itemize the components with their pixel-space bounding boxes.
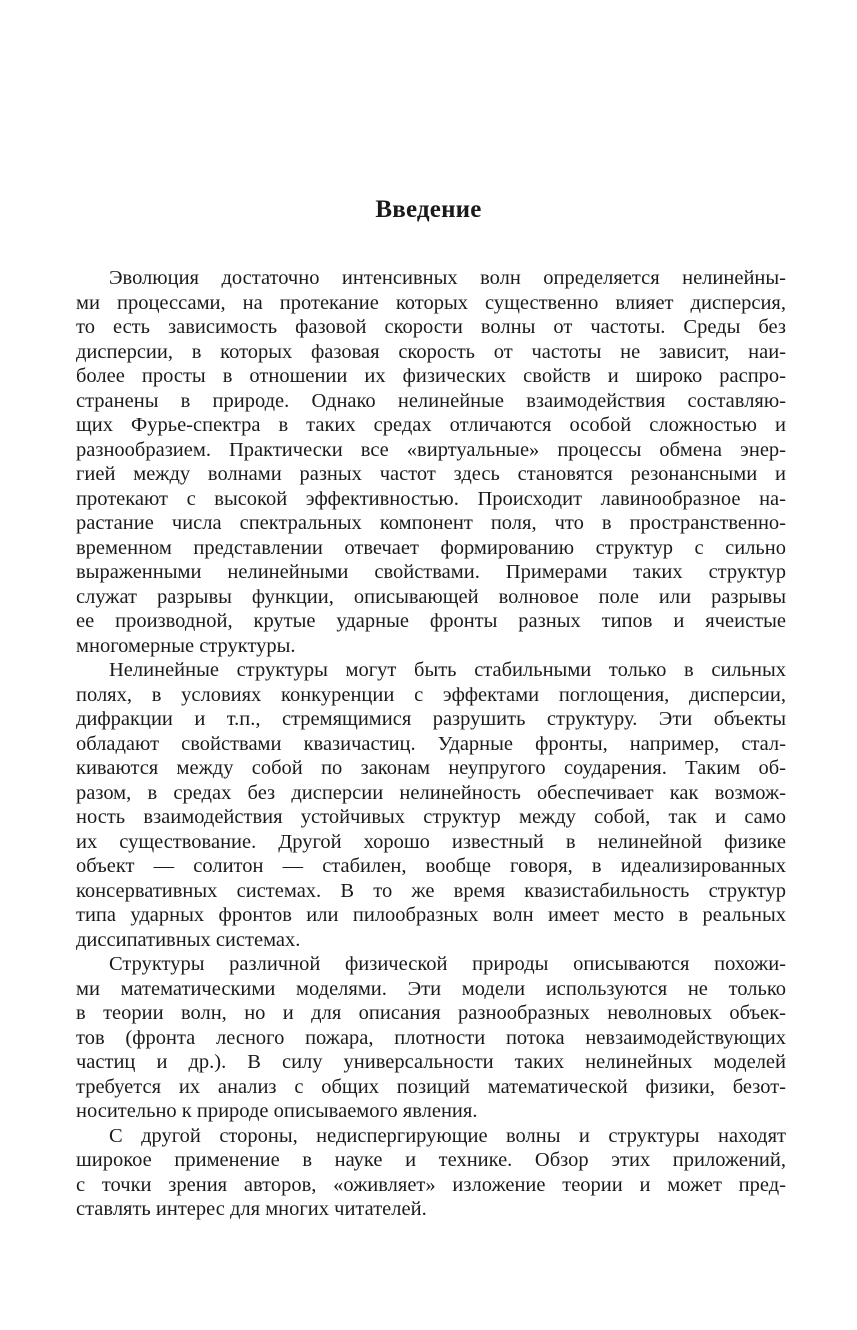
text-line: объект — солитон — стабилен, вообще говоря, в идеализированных (76, 855, 786, 877)
text-line: типа ударных фронтов или пилообразных волн имеет место в реальных (76, 904, 786, 926)
text-line: дисперсии, в которых фазовая скорость от частоты не зависит, наи- (76, 340, 786, 363)
text-line: частиц и др.). В силу универсальности таких нелинейных моделей (76, 1051, 786, 1073)
text-line: разнообразием. Практически все «виртуальные» процессы обмена энер- (76, 438, 786, 461)
text-line: ми математическими моделями. Эти модели используются не только (76, 977, 786, 1000)
text-line: широкое применение в науке и технике. Обзор этих приложений, (76, 1149, 786, 1171)
body-text (76, 266, 786, 1222)
text-line: служат разрывы функции, описывающей волновое поле или разрывы (76, 585, 786, 608)
text-line: их существование. Другой хорошо известный в нелинейной физике (76, 830, 786, 853)
paragraph (76, 952, 786, 1124)
text-line: с точки зрения авторов, «оживляет» изложение теории и может пред- (76, 1173, 786, 1196)
text-line: С другой стороны, недиспергирующие волны и структуры находят (109, 1124, 786, 1147)
page-title: Введение (375, 196, 482, 223)
text-line: носительно к природе описываемого явления. (76, 1100, 478, 1122)
text-line: временном представлении отвечает формированию структур с сильно (76, 536, 786, 559)
text-line: ность взаимодействия устойчивых структур между собой, так и само (76, 806, 786, 828)
text-line: Структуры различной физической природы описываются похожи- (109, 953, 786, 975)
text-line: растание числа спектральных компонент поля, что в пространственно- (76, 512, 786, 534)
text-line: выраженными нелинейными свойствами. Примерами таких структур (76, 561, 786, 583)
text-line: консервативных системах. В то же время квазистабильность структур (76, 879, 786, 902)
text-line: диссипативных системах. (76, 928, 301, 951)
text-line: ми процессами, на протекание которых существенно влияет дисперсия, (76, 291, 786, 314)
text-line: разом, в средах без дисперсии нелинейность обеспечивает как возмож- (76, 781, 786, 804)
text-line: Нелинейные структуры могут быть стабильными только в сильных (109, 659, 786, 681)
text-line: странены в природе. Однако нелинейные взаимодействия составляю- (76, 389, 786, 412)
text-line: многомерные структуры. (76, 634, 296, 657)
text-line: требуется их анализ с общих позиций математической физики, безот- (76, 1075, 786, 1098)
paragraph (76, 266, 786, 658)
text-line: киваются между собой по законам неупругого соударения. Таким об- (76, 757, 786, 779)
text-line: ставлять интерес для многих читателей. (76, 1198, 427, 1220)
text-line: в теории волн, но и для описания разнообразных неволновых объек- (76, 1002, 786, 1024)
text-line: гией между волнами разных частот здесь становятся резонансными и (76, 463, 786, 485)
text-line: более просты в отношении их физических свойств и широко распро- (76, 365, 786, 387)
text-line: щих Фурье-спектра в таких средах отличаются особой сложностью и (76, 414, 786, 436)
text-line: то есть зависимость фазовой скорости волны от частоты. Среды без (76, 316, 786, 338)
text-line: тов (фронта лесного пожара, плотности потока невзаимодействующих (76, 1026, 786, 1049)
paragraph (76, 1124, 786, 1222)
text-line: обладают свойствами квазичастиц. Ударные фронты, например, стал- (76, 732, 786, 755)
text-line: полях, в условиях конкуренции с эффектами поглощения, дисперсии, (76, 683, 786, 706)
text-line: ее производной, крутые ударные фронты разных типов и ячеистые (76, 610, 786, 632)
paragraph (76, 658, 786, 952)
text-line: Эволюция достаточно интенсивных волн определяется нелинейны- (109, 267, 786, 289)
text-line: протекают с высокой эффективностью. Происходит лавинообразное на- (76, 487, 786, 510)
text-line: дифракции и т.п., стремящимися разрушить структуру. Эти объекты (76, 708, 786, 730)
